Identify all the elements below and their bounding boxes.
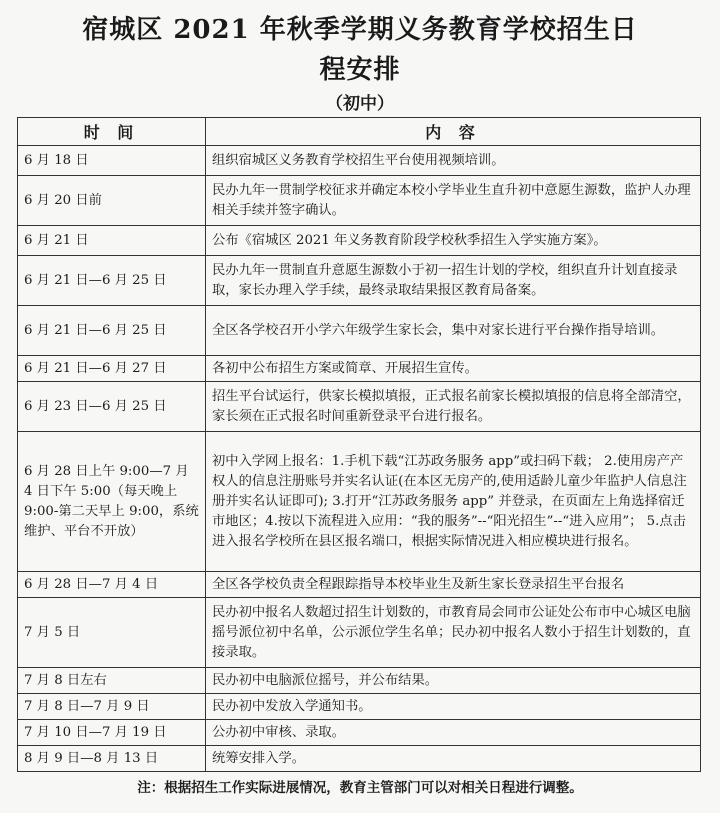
table-row — [18, 176, 701, 226]
row-time: 6 月 21 日—6 月 27 日 — [18, 356, 206, 382]
row-content: 各初中公布招生方案或简章、开展招生宣传。 — [206, 356, 701, 382]
row-time: 6 月 21 日—6 月 25 日 — [18, 306, 206, 356]
table-row — [18, 382, 701, 432]
time-column-header: 时 间 — [18, 118, 206, 146]
row-content: 初中入学网上报名：1.手机下载“江苏政务服务 app”或扫码下载； 2.使用房产产权人的信息注册账号并实名认证(在本区无房产的,使用适龄儿童少年监护人信息注册并实名认证即可); 3.打开“江苏政务服务 app” 并登录，在页面左上角选择宿迁市地区；4.按以下流程进入应用：“我的服务”--“阳光招生”--“进入应用”； 5.点击进入报名学校所在县区报名端口，根据实际情况进入相应模块进行报名。 — [206, 432, 701, 572]
table-row — [18, 306, 701, 356]
document-subtitle: （初中） — [326, 94, 394, 114]
row-time: 6 月 28 日上午 9:00—7 月 4 日下午 5:00（每天晚上 9:00-第二天早上 9:00，系统维护、平台不开放） — [18, 432, 206, 572]
row-time: 6 月 23 日—6 月 25 日 — [18, 382, 206, 432]
table-row — [18, 668, 701, 694]
row-time: 6 月 21 日 — [18, 226, 206, 256]
row-time: 6 月 28 日—7 月 4 日 — [18, 572, 206, 598]
table-row — [18, 598, 701, 668]
row-content: 民办初中报名人数超过招生计划数的，市教育局会同市公证处公布市中心城区电脑摇号派位初中名单，公示派位学生名单；民办初中报名人数小于招生计划数的，直接录取。 — [206, 598, 701, 668]
title-line-1: 宿城区 2021 年秋季学期义务教育学校招生日 — [82, 15, 638, 45]
row-time: 7 月 5 日 — [18, 598, 206, 668]
row-content: 民办初中电脑派位摇号，并公布结果。 — [206, 668, 701, 694]
row-time: 8 月 9 日—8 月 13 日 — [18, 746, 206, 772]
table-row — [18, 356, 701, 382]
title-line-2: 程安排 — [319, 55, 401, 85]
table-row — [18, 432, 701, 572]
row-content: 公办初中审核、录取。 — [206, 720, 701, 746]
row-time: 7 月 10 日—7 月 19 日 — [18, 720, 206, 746]
row-content: 统筹安排入学。 — [206, 746, 701, 772]
content-column-header: 内 容 — [206, 118, 701, 146]
table-row — [18, 572, 701, 598]
row-content: 招生平台试运行，供家长模拟填报，正式报名前家长模拟填报的信息将全部清空，家长须在正式报名时间重新登录平台进行报名。 — [206, 382, 701, 432]
table-row — [18, 146, 701, 176]
table-row — [18, 746, 701, 772]
row-time: 7 月 8 日—7 月 9 日 — [18, 694, 206, 720]
row-content: 组织宿城区义务教育学校招生平台使用视频培训。 — [206, 146, 701, 176]
row-content: 民办九年一贯制学校征求并确定本校小学毕业生直升初中意愿生源数，监护人办理相关手续并签字确认。 — [206, 176, 701, 226]
row-content: 全区各学校负责全程跟踪指导本校毕业生及新生家长登录招生平台报名 — [206, 572, 701, 598]
row-time: 6 月 18 日 — [18, 146, 206, 176]
schedule-table — [17, 117, 701, 772]
row-time: 6 月 21 日—6 月 25 日 — [18, 256, 206, 306]
table-row — [18, 256, 701, 306]
row-time: 7 月 8 日左右 — [18, 668, 206, 694]
table-row — [18, 226, 701, 256]
row-content: 公布《宿城区 2021 年义务教育阶段学校秋季招生入学实施方案》。 — [206, 226, 701, 256]
footnote: 注：根据招生工作实际进展情况，教育主管部门可以对相关日程进行调整。 — [137, 780, 583, 796]
table-row — [18, 694, 701, 720]
row-content: 民办九年一贯制直升意愿生源数小于初一招生计划的学校，组织直升计划直接录取，家长办理入学手续，最终录取结果报区教育局备案。 — [206, 256, 701, 306]
row-content: 民办初中发放入学通知书。 — [206, 694, 701, 720]
document-title — [0, 10, 720, 90]
table-header-row — [18, 118, 701, 146]
table-row — [18, 720, 701, 746]
row-time: 6 月 20 日前 — [18, 176, 206, 226]
row-content: 全区各学校召开小学六年级学生家长会，集中对家长进行平台操作指导培训。 — [206, 306, 701, 356]
